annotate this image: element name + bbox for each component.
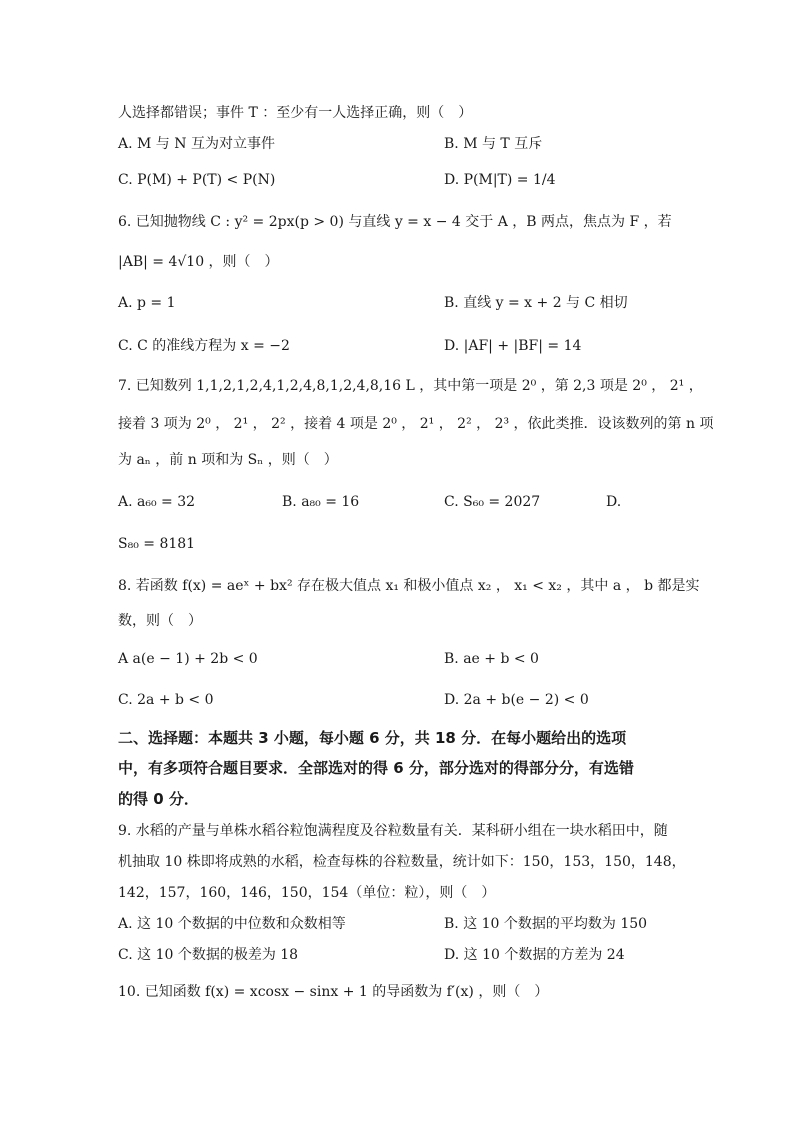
q8-stem-line2: 数，则（ ） <box>118 613 202 629</box>
q9-option-a[interactable]: A. 这 10 个数据的中位数和众数相等 <box>118 916 346 932</box>
q9-option-d[interactable]: D. 这 10 个数据的方差为 24 <box>444 947 625 963</box>
q8-option-a[interactable]: A a(e − 1) + 2b < 0 <box>118 651 258 667</box>
q7-stem-line2: 接着 3 项为 2⁰ ， 2¹ ， 2² ，接着 4 项是 2⁰ ， 2¹ ， 2² ， 2³ ，依此类推．设该数列的第 n 项 <box>118 416 714 432</box>
q9-stem-line1: 9. 水稻的产量与单株水稻谷粒饱满程度及谷粒数量有关．某科研小组在一块水稻田中，随 <box>118 823 668 839</box>
q8-stem-line1: 8. 若函数 f(x) = aeˣ + bx² 存在极大值点 x₁ 和极小值点 x₂ ， x₁ < x₂ ，其中 a ， b 都是实 <box>118 578 700 594</box>
q9-stem-line2: 机抽取 10 株即将成熟的水稻，检查每株的谷粒数量，统计如下：150，153，150，148， <box>118 854 686 870</box>
q6-stem-line1: 6. 已知抛物线 C : y² = 2px(p > 0) 与直线 y = x − 4 交于 A ，B 两点，焦点为 F ，若 <box>118 214 672 230</box>
section-2-heading-line1: 二、选择题：本题共 3 小题，每小题 6 分，共 18 分．在每小题给出的选项 <box>118 729 627 747</box>
q5-option-b[interactable]: B. M 与 T 互斥 <box>444 136 543 152</box>
q7-option-c[interactable]: C. S₆₀ = 2027 <box>444 494 541 510</box>
q7-option-d-text: S₈₀ = 8181 <box>118 536 196 552</box>
q6-option-b[interactable]: B. 直线 y = x + 2 与 C 相切 <box>444 295 628 311</box>
q9-option-b[interactable]: B. 这 10 个数据的平均数为 150 <box>444 916 648 932</box>
q10-stem: 10. 已知函数 f(x) = xcosx − sinx + 1 的导函数为 f′(x) ，则（ ） <box>118 984 549 1000</box>
q6-stem-line2: |AB| = 4√10 ，则（ ） <box>118 254 279 270</box>
section-2-heading-line3: 的得 0 分． <box>118 790 199 808</box>
q6-option-c[interactable]: C. C 的准线方程为 x = −2 <box>118 338 290 354</box>
q5-stem: 人选择都错误；事件 T ：至少有一人选择正确，则（ ） <box>118 105 473 121</box>
q5-option-a[interactable]: A. M 与 N 互为对立事件 <box>118 136 275 152</box>
section-2-heading-line2: 中，有多项符合题目要求．全部选对的得 6 分，部分选对的得部分分，有选错 <box>118 759 634 777</box>
q5-option-d[interactable]: D. P(M|T) = 1/4 <box>444 172 556 188</box>
q7-option-d-label[interactable]: D. <box>606 494 622 510</box>
q9-option-c[interactable]: C. 这 10 个数据的极差为 18 <box>118 947 299 963</box>
q5-option-c[interactable]: C. P(M) + P(T) < P(N) <box>118 172 276 188</box>
q8-option-d[interactable]: D. 2a + b(e − 2) < 0 <box>444 692 589 708</box>
q7-stem-line1: 7. 已知数列 1,1,2,1,2,4,1,2,4,8,1,2,4,8,16 L ，其中第一项是 2⁰ ，第 2,3 项是 2⁰ ， 2¹ ， <box>118 378 703 394</box>
q8-option-b[interactable]: B. ae + b < 0 <box>444 651 539 667</box>
q7-option-a[interactable]: A. a₆₀ = 32 <box>118 494 196 510</box>
q6-option-a[interactable]: A. p = 1 <box>118 295 176 311</box>
q7-stem-line3: 为 aₙ ，前 n 项和为 Sₙ ，则（ ） <box>118 452 338 468</box>
q6-option-d[interactable]: D. |AF| + |BF| = 14 <box>444 338 582 354</box>
q7-option-b[interactable]: B. a₈₀ = 16 <box>282 494 360 510</box>
q9-stem-line3: 142，157，160，146，150，154（单位：粒），则（ ） <box>118 885 496 901</box>
q8-option-c[interactable]: C. 2a + b < 0 <box>118 692 214 708</box>
